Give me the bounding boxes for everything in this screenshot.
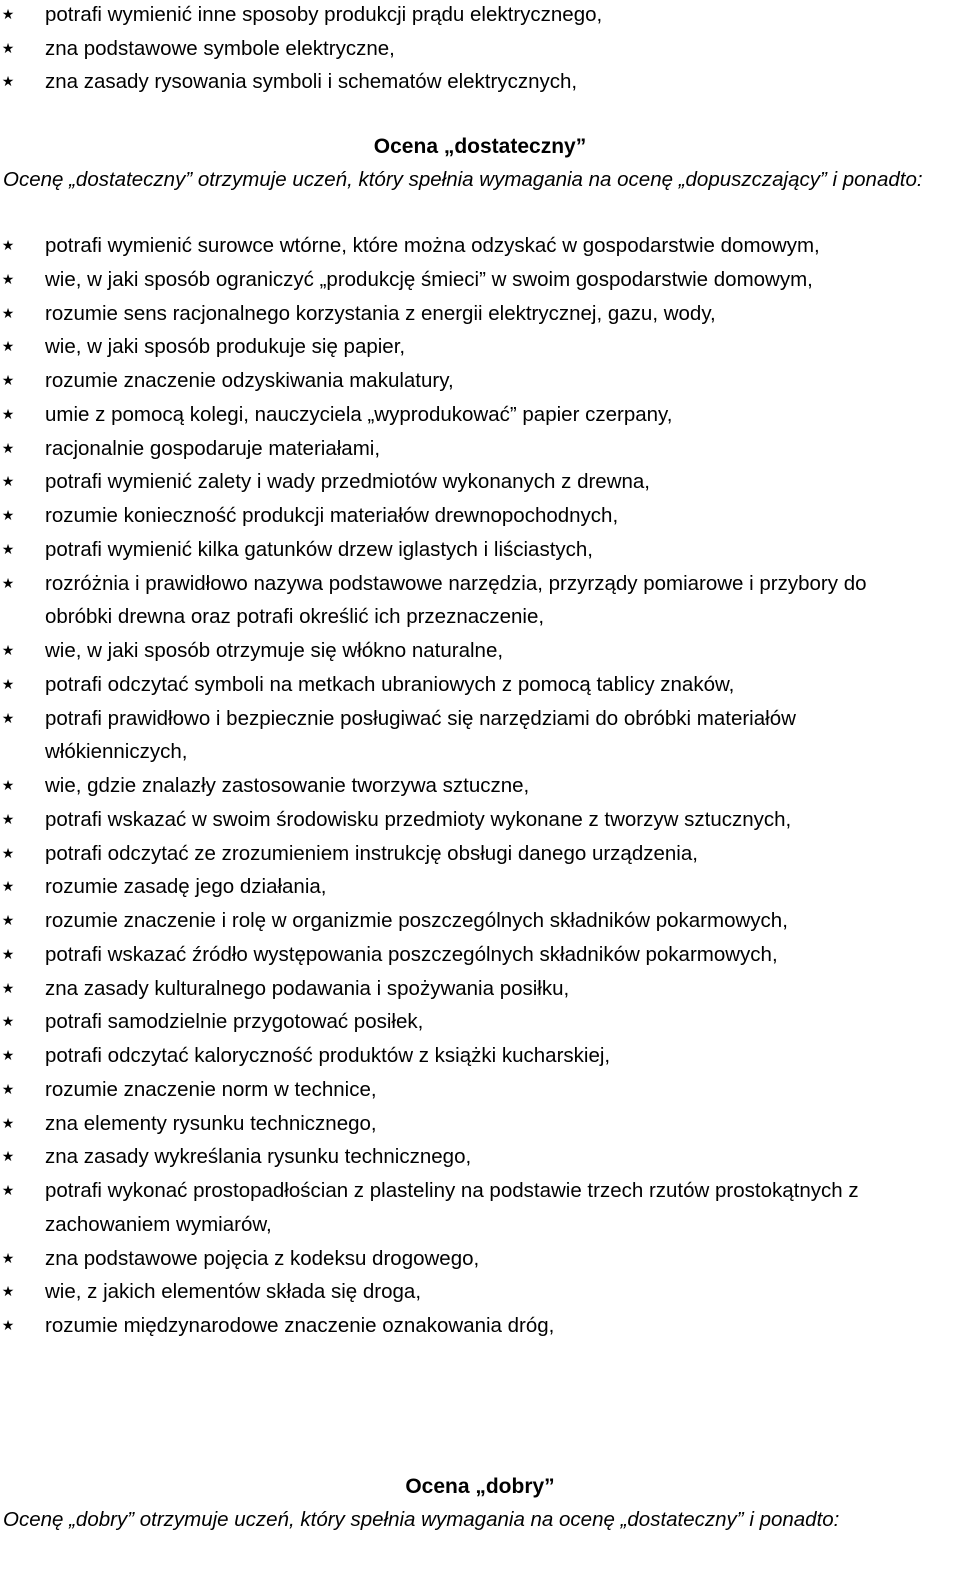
list-item — [0, 1275, 930, 1309]
star-bullet-icon: ★ — [1, 304, 15, 321]
grade-dobry-heading: Ocena „dobry” — [405, 1475, 555, 1498]
star-bullet-icon: ★ — [1, 237, 15, 253]
list-item-text: rozumie znaczenie odzyskiwania makulatury, — [45, 369, 454, 392]
list-item-text: potrafi wymienić surowce wtórne, które można odzyskać w gospodarstwie domowym, — [45, 234, 820, 257]
star-bullet-icon: ★ — [1, 540, 15, 557]
list-item — [0, 634, 930, 668]
list-item-text: potrafi wymienić kilka gatunków drzew iglastych i liściastych, — [45, 537, 594, 561]
list-item — [0, 499, 930, 533]
list-item — [0, 1242, 930, 1276]
list-item-text: rozumie konieczność produkcji materiałów drewnopochodnych, — [45, 504, 619, 527]
list-item — [0, 32, 930, 66]
list-item-text: zna zasady wykreślania rysunku technicznego, — [45, 1145, 472, 1169]
star-bullet-icon: ★ — [1, 1148, 15, 1165]
list-item-text: rozumie sens racjonalnego korzystania z energii elektrycznej, gazu, wody, — [45, 301, 716, 325]
list-item-text: potrafi odczytać ze zrozumieniem instrukcję obsługi danego urządzenia, — [45, 841, 698, 865]
list-item-text: wie, gdzie znalazły zastosowanie tworzywa sztuczne, — [45, 774, 530, 797]
list-item — [0, 229, 930, 263]
star-bullet-icon: ★ — [1, 507, 15, 523]
star-bullet-icon: ★ — [1, 73, 15, 90]
star-bullet-icon: ★ — [1, 1047, 15, 1063]
list-item-text: potrafi odczytać symboli na metkach ubraniowych z pomocą tablicy znaków, — [45, 672, 735, 696]
list-item — [0, 364, 930, 398]
list-item-text: wie, z jakich elementów składa się droga, — [45, 1280, 422, 1304]
list-item — [0, 330, 930, 364]
star-bullet-icon: ★ — [1, 1283, 15, 1300]
star-bullet-icon: ★ — [1, 1114, 15, 1131]
list-item-text: potrafi odczytać kaloryczność produktów z książki kucharskiej, — [45, 1044, 611, 1067]
star-bullet-icon: ★ — [1, 372, 15, 388]
list-item-text: wie, w jaki sposób otrzymuje się włókno naturalne, — [45, 639, 504, 662]
star-bullet-icon: ★ — [1, 878, 15, 895]
continued-requirements-list — [0, 0, 930, 99]
list-item-text: zna zasady kulturalnego podawania i spożywania posiłku, — [45, 976, 570, 1000]
grade-dostateczny-requirements-list — [0, 229, 930, 1343]
list-item — [0, 1073, 930, 1107]
grade-dostateczny-heading: Ocena „dostateczny” — [373, 135, 587, 158]
list-item — [0, 972, 930, 1006]
star-bullet-icon: ★ — [1, 270, 15, 287]
star-bullet-icon: ★ — [1, 1249, 15, 1266]
star-bullet-icon: ★ — [1, 675, 15, 692]
star-bullet-icon: ★ — [1, 1080, 15, 1097]
list-item — [0, 1107, 930, 1141]
list-item-text: potrafi prawidłowo i bezpiecznie posługiwać się narzędziami do obróbki materiałów włókienniczych, — [45, 706, 796, 764]
list-item — [0, 465, 930, 499]
list-item-text: potrafi wymienić inne sposoby produkcji prądu elektrycznego, — [45, 3, 603, 26]
list-item-text: zna elementy rysunku technicznego, — [45, 1111, 377, 1135]
list-item — [0, 837, 930, 871]
list-item-text: rozumie międzynarodowe znaczenie oznakowania dróg, — [45, 1314, 555, 1337]
star-bullet-icon: ★ — [1, 1013, 15, 1030]
list-item — [0, 432, 930, 466]
list-item-text: rozróżnia i prawidłowo nazywa podstawowe narzędzia, przyrządy pomiarowe i przybory do obróbki drewna oraz potrafi określić ich przeznaczenie, — [45, 571, 867, 629]
list-item — [0, 1140, 930, 1174]
list-item-text: potrafi wykonać prostopadłościan z plasteliny na podstawie trzech rzutów prostokątnych z zachowaniem wymiarów, — [45, 1179, 859, 1236]
star-bullet-icon: ★ — [1, 6, 15, 22]
list-item — [0, 567, 930, 635]
star-bullet-icon: ★ — [1, 810, 15, 827]
list-item — [0, 1174, 930, 1242]
list-item-text: zna podstawowe pojęcia z kodeksu drogowego, — [45, 1246, 480, 1270]
list-item-text: umie z pomocą kolegi, nauczyciela „wyprodukować” papier czerpany, — [45, 402, 673, 426]
star-bullet-icon: ★ — [1, 473, 15, 490]
list-item-text: racjonalnie gospodaruje materiałami, — [45, 436, 381, 460]
list-item — [0, 263, 930, 297]
star-bullet-icon: ★ — [1, 1317, 15, 1333]
list-item-text: wie, w jaki sposób ograniczyć „produkcję śmieci” w swoim gospodarstwie domowym, — [45, 267, 813, 291]
list-item-text: potrafi samodzielnie przygotować posiłek, — [45, 1010, 424, 1034]
list-item-text: potrafi wskazać źródło występowania poszczególnych składników pokarmowych, — [45, 942, 778, 966]
grade-dobry-intro: Ocenę „dobry” otrzymuje uczeń, który spełnia wymagania na ocenę „dostateczny” i ponadto: — [3, 1508, 840, 1531]
list-item — [0, 702, 930, 770]
list-item-text: rozumie znaczenie i rolę w organizmie poszczególnych składników pokarmowych, — [45, 909, 788, 932]
star-bullet-icon: ★ — [1, 912, 15, 928]
star-bullet-icon: ★ — [1, 777, 15, 793]
list-item-text: rozumie znaczenie norm w technice, — [45, 1077, 377, 1101]
star-bullet-icon: ★ — [1, 709, 15, 726]
star-bullet-icon: ★ — [1, 844, 15, 861]
list-item-text: wie, w jaki sposób produkuje się papier, — [45, 335, 406, 359]
list-item — [0, 1005, 930, 1039]
list-item-text: potrafi wymienić zalety i wady przedmiotów wykonanych z drewna, — [45, 470, 651, 494]
list-item — [0, 1309, 930, 1343]
star-bullet-icon: ★ — [1, 439, 15, 456]
list-item — [0, 803, 930, 837]
star-bullet-icon: ★ — [1, 642, 15, 658]
list-item — [0, 65, 930, 99]
star-bullet-icon: ★ — [1, 979, 15, 996]
star-bullet-icon: ★ — [1, 405, 15, 422]
list-item — [0, 1039, 930, 1073]
list-item-text: potrafi wskazać w swoim środowisku przedmioty wykonane z tworzyw sztucznych, — [45, 807, 792, 831]
star-bullet-icon: ★ — [1, 574, 15, 591]
list-item — [0, 904, 930, 938]
list-item-text: rozumie zasadę jego działania, — [45, 875, 327, 899]
list-item-text: zna zasady rysowania symboli i schematów elektrycznych, — [45, 70, 578, 94]
star-bullet-icon: ★ — [1, 945, 15, 962]
list-item — [0, 870, 930, 904]
list-item — [0, 297, 930, 331]
list-item — [0, 668, 930, 702]
list-item-text: zna podstawowe symbole elektryczne, — [45, 36, 395, 60]
list-item — [0, 769, 930, 803]
list-item — [0, 0, 930, 32]
star-bullet-icon: ★ — [1, 338, 15, 355]
list-item — [0, 533, 930, 567]
list-item — [0, 398, 930, 432]
grade-dostateczny-intro: Ocenę „dostateczny” otrzymuje uczeń, który spełnia wymagania na ocenę „dopuszczający” i ponadto: — [3, 168, 923, 191]
list-item — [0, 938, 930, 972]
star-bullet-icon: ★ — [1, 39, 15, 56]
star-bullet-icon: ★ — [1, 1182, 15, 1198]
